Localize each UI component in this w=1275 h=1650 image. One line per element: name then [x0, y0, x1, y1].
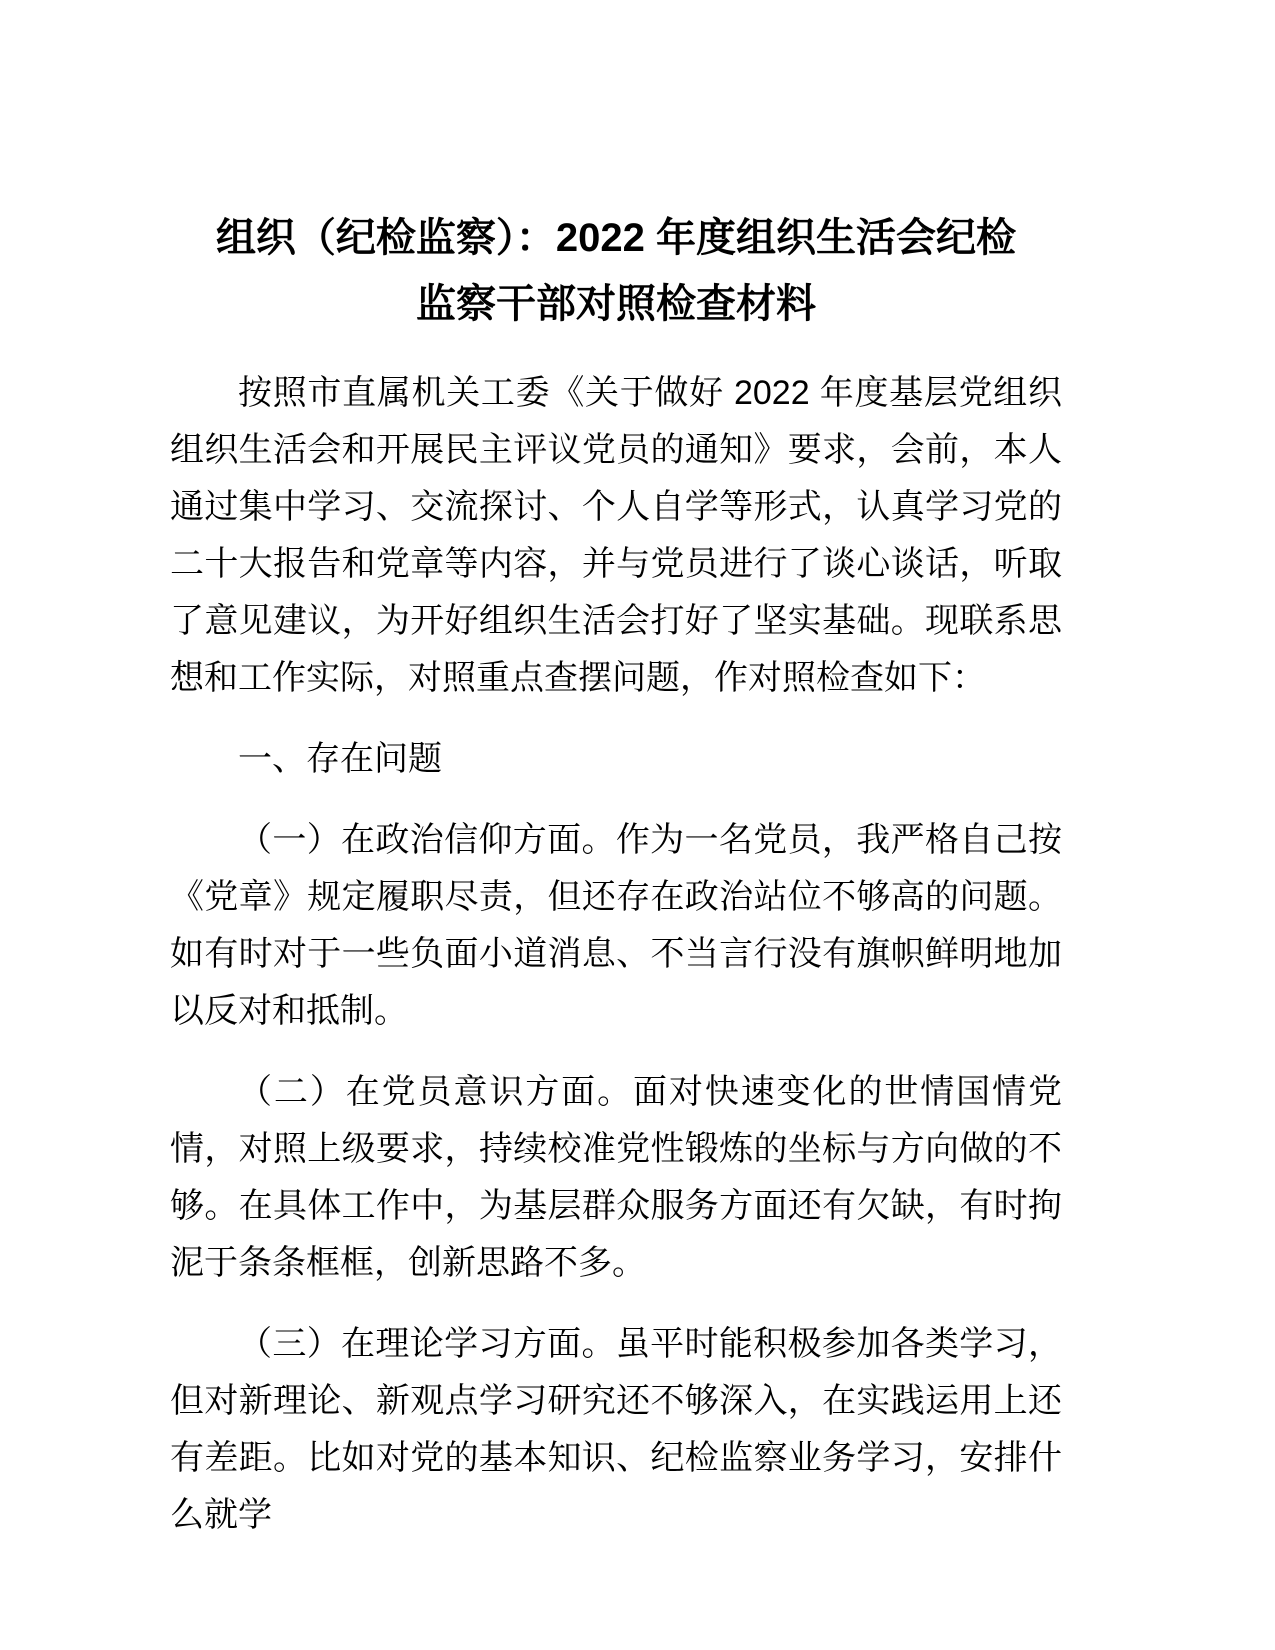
document-body: [170, 365, 1062, 1544]
document-title: [170, 205, 1062, 337]
paragraph-item-3: （三）在理论学习方面。虽平时能积极参加各类学习，但对新理论、新观点学习研究还不够深入，在实践运用上还有差距。比如对党的基本知识、纪检监察业务学习，安排什么就学: [170, 1325, 1062, 1534]
document-title-line-2: 监察干部对照检查材料: [416, 282, 816, 326]
paragraph-section-heading: 一、存在问题: [238, 740, 442, 778]
paragraph-item-1: （一）在政治信仰方面。作为一名党员，我严格自己按《党章》规定履职尽责，但还存在政治站位不够高的问题。如有时对于一些负面小道消息、不当言行没有旗帜鲜明地加以反对和抵制。: [170, 821, 1062, 1030]
paragraph-intro: 按照市直属机关工委《关于做好 2022 年度基层党组织组织生活会和开展民主评议党员的通知》要求，会前，本人通过集中学习、交流探讨、个人自学等形式，认真学习党的二十大报告和党章等内容，并与党员进行了谈心谈话，听取了意见建议，为开好组织生活会打好了坚实基础。现联系思想和工作实际，对照重点查摆问题，作对照检查如下：: [170, 374, 1062, 697]
document-title-line-1: 组织（纪检监察）：2022 年度组织生活会纪检: [215, 216, 1017, 260]
paragraph-item-2: （二）在党员意识方面。面对快速变化的世情国情党情，对照上级要求，持续校准党性锻炼的坐标与方向做的不够。在具体工作中，为基层群众服务方面还有欠缺，有时拘泥于条条框框，创新思路不多。: [170, 1073, 1062, 1282]
